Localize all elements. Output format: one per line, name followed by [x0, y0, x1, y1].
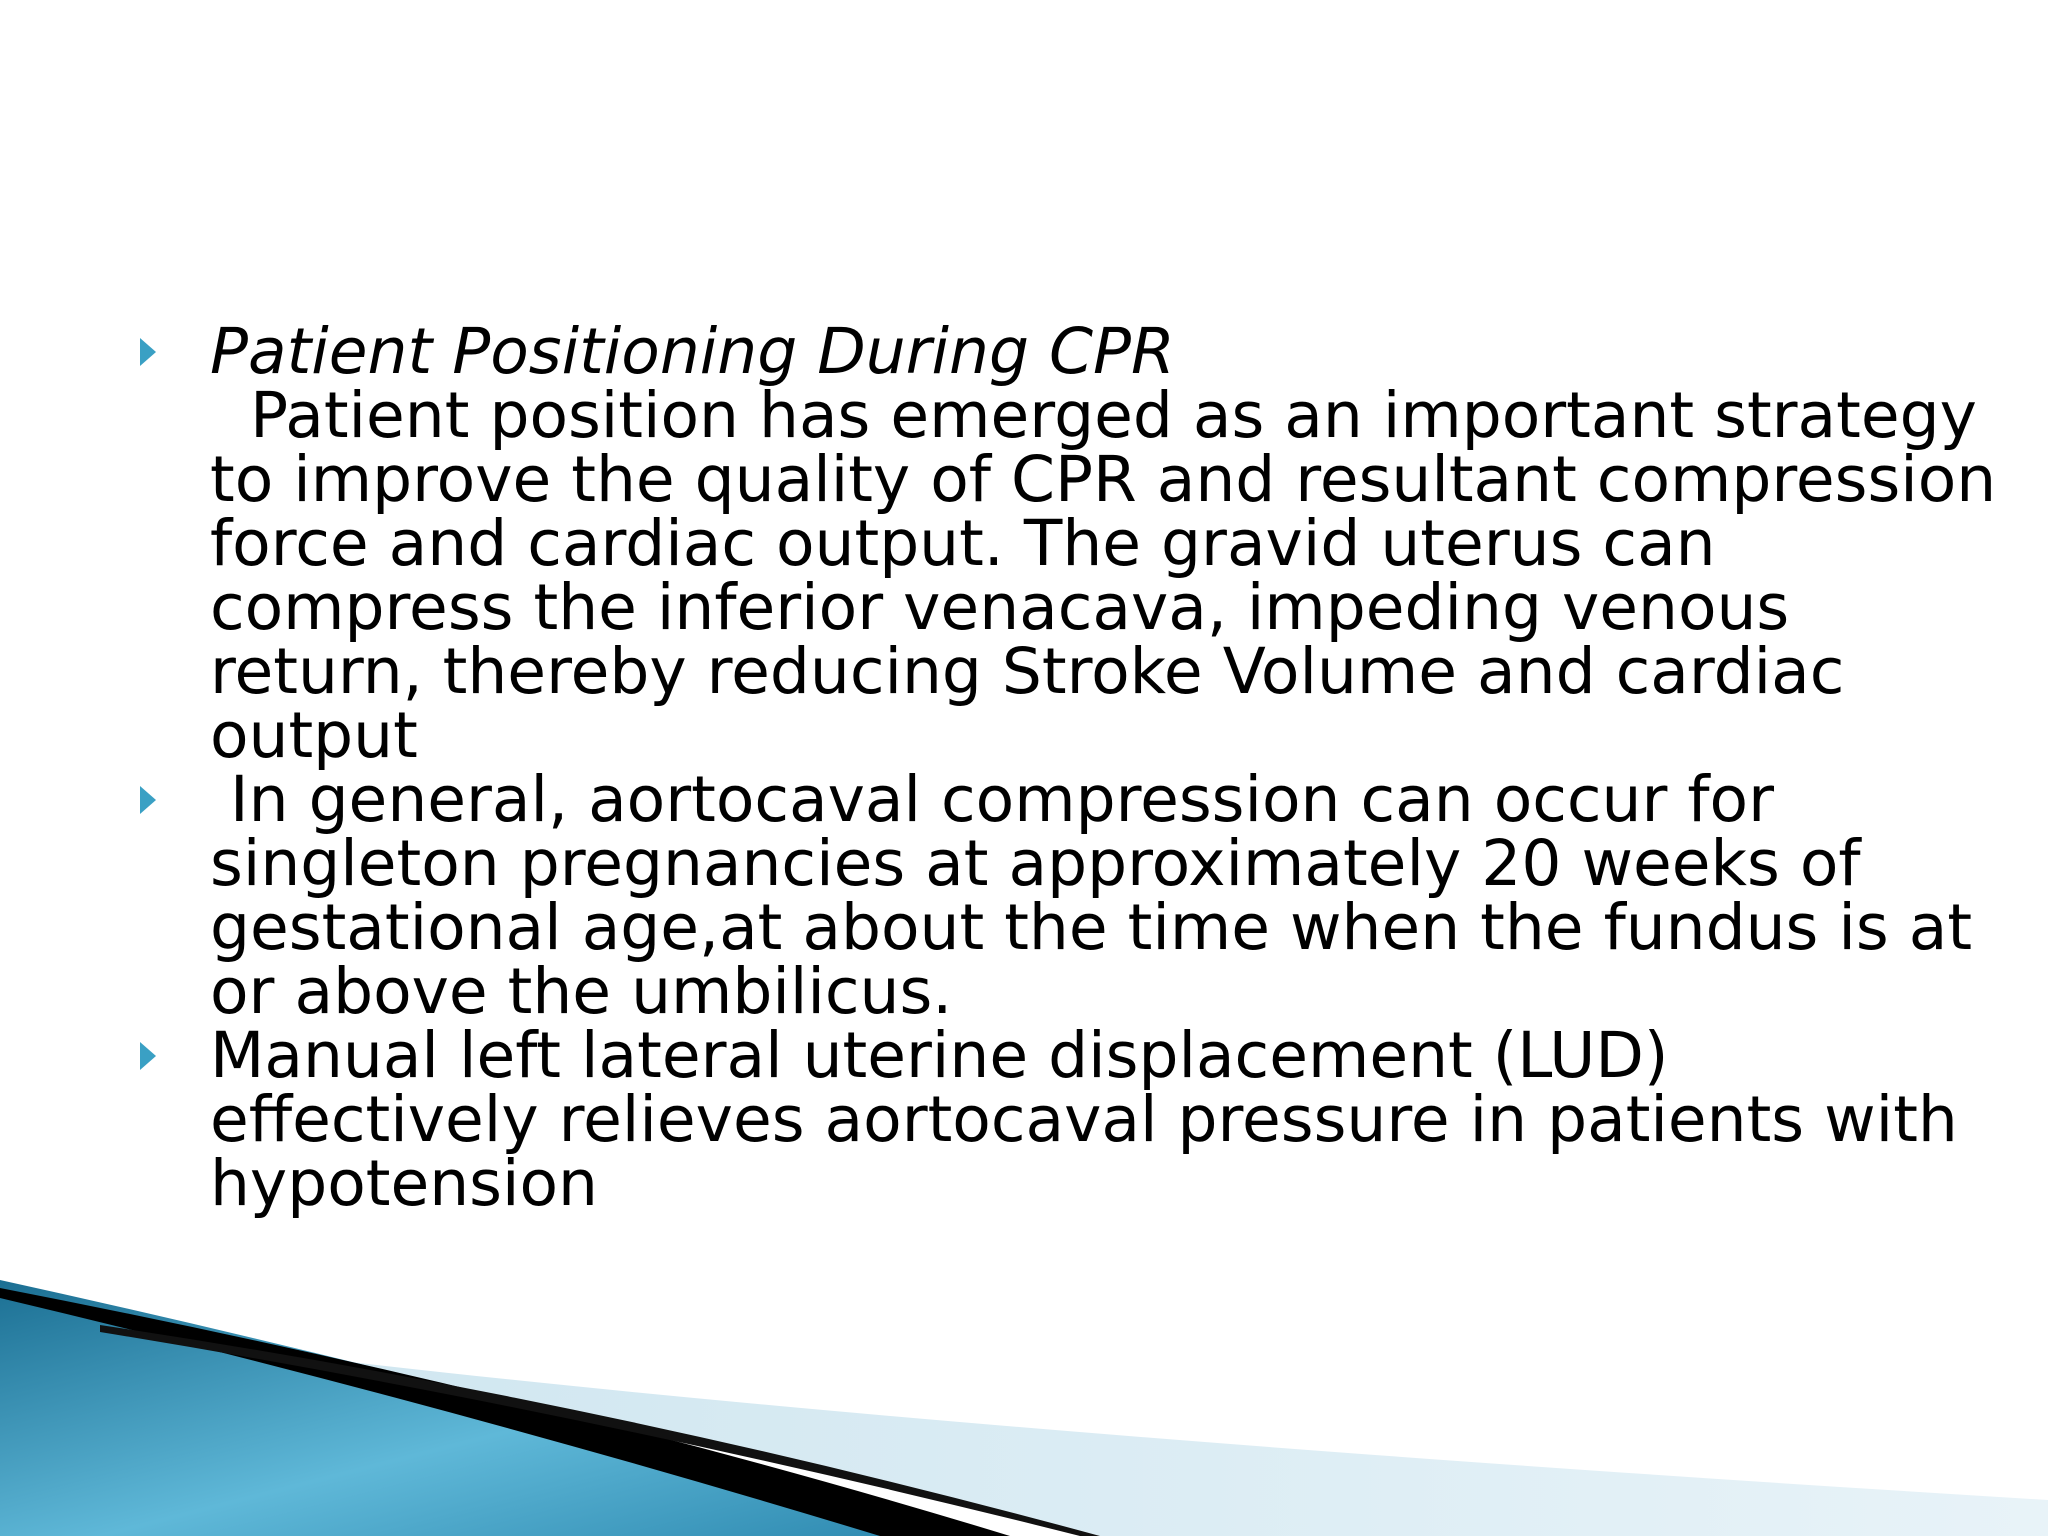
- bullet-text: In general, aortocaval compression can occur for singleton pregnancies at approximately 20 weeks of gestational age,at about the time when the fundus is at or above the umbilicus.: [210, 763, 1993, 1028]
- bullet-item-positioning: [140, 315, 2017, 772]
- bullet-item-aortocaval: [140, 763, 2010, 1028]
- bullet-heading: Patient Positioning During CPR: [210, 315, 1175, 388]
- bullet-text: Manual left lateral uterine displacement (LUD) effectively relieves aortocaval pressure in patients with hypotension: [210, 1019, 1978, 1220]
- bullet-text: Patient position has emerged as an important strategy to improve the quality of CPR and resultant compression force and cardiac output. The gravid uterus can compress the inferior venacava, impeding venous return, thereby reducing Stroke Volume and cardiac output: [210, 379, 2017, 772]
- triangle-bullet-icon: [140, 1042, 156, 1070]
- decorative-wave: [0, 1280, 2048, 1536]
- slide-content: [140, 315, 2017, 1220]
- triangle-bullet-icon: [140, 338, 156, 366]
- bullet-item-lud: [140, 1019, 2010, 1220]
- triangle-bullet-icon: [140, 786, 156, 814]
